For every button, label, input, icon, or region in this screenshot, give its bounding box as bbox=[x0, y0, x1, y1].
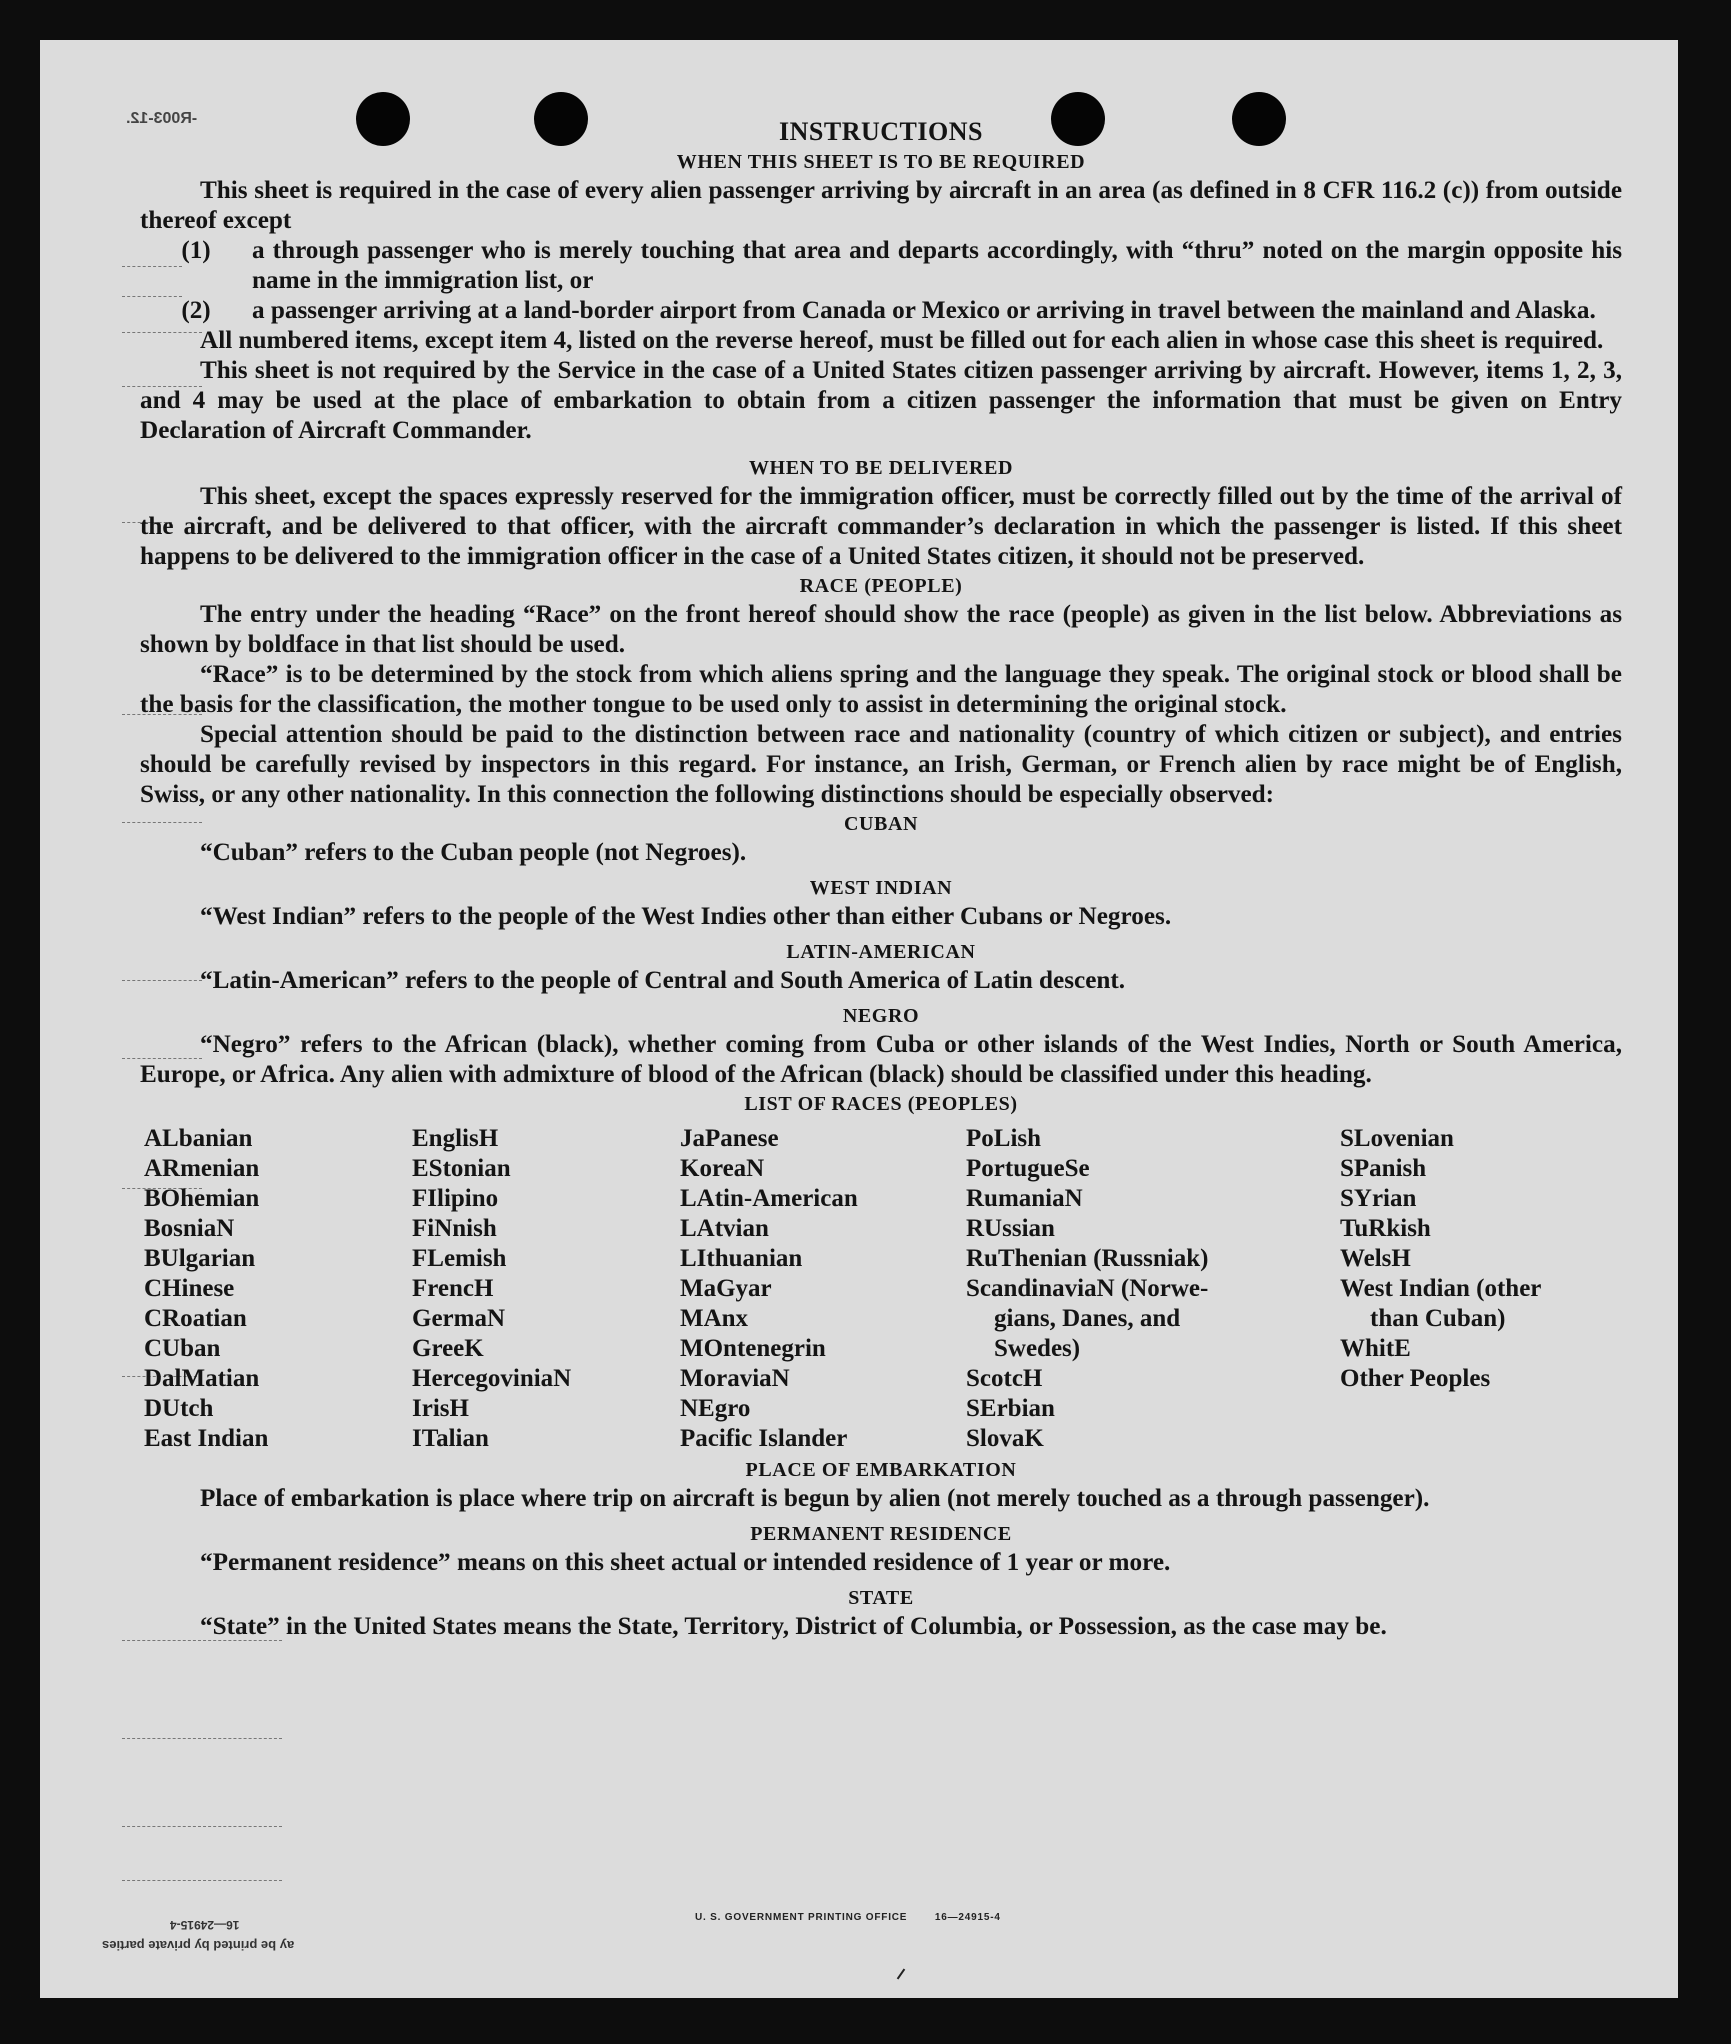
race-entry: DUtch bbox=[144, 1395, 214, 1422]
race-entry: RuThenian (Russniak) bbox=[966, 1245, 1209, 1272]
section-heading-embarkation: PLACE OF EMBARKATION bbox=[745, 1459, 1017, 1481]
race-entry: CRoatian bbox=[144, 1305, 247, 1332]
race-entry-continued: than Cuban) bbox=[1370, 1305, 1506, 1332]
negro-paragraph: “Negro” refers to the African (black), whether coming from Cuba or other islands of the West Indies, North or South America, Europe, or Africa. Any alien with admixture of blood of the African (black) should be classified under this heading. bbox=[140, 1031, 1622, 1088]
race-entry: SPanish bbox=[1340, 1155, 1427, 1182]
exception-item bbox=[140, 236, 1622, 296]
bleed-line bbox=[122, 1880, 282, 1881]
races-column bbox=[680, 1124, 966, 1454]
races-column bbox=[412, 1124, 680, 1454]
race-entry: FiNnish bbox=[412, 1215, 497, 1242]
race-entry: DalMatian bbox=[144, 1365, 260, 1392]
races-column bbox=[966, 1124, 1340, 1454]
exception-text: a passenger arriving at a land-border airport from Canada or Mexico or arriving in travel between the mainland and Alaska. bbox=[252, 297, 1596, 324]
race-entry: MoraviaN bbox=[680, 1365, 790, 1392]
race-entry: FrencH bbox=[412, 1275, 494, 1302]
race-entry: MAnx bbox=[680, 1305, 749, 1332]
race-entry: LAtvian bbox=[680, 1215, 769, 1242]
bleed-line bbox=[122, 1738, 282, 1739]
race-entry: EnglisH bbox=[412, 1125, 499, 1152]
required-paragraph-3: This sheet is not required by the Service in the case of a United States citizen passenger arriving by aircraft. However, items 1, 2, 3, and 4 may be used at the place of embarkation to obtain from a citizen passenger the information that must be given on Entry Declaration of Aircraft Commander. bbox=[140, 357, 1622, 444]
section-heading-delivered: WHEN TO BE DELIVERED bbox=[748, 457, 1014, 479]
race-entry: SlovaK bbox=[966, 1425, 1044, 1452]
race-entry: EStonian bbox=[412, 1155, 511, 1182]
race-entry: LIthuanian bbox=[680, 1245, 803, 1272]
race-entry: CHinese bbox=[144, 1275, 235, 1302]
race-entry-continued: Swedes) bbox=[994, 1335, 1081, 1362]
race-entry: RumaniaN bbox=[966, 1185, 1083, 1212]
race-entry: IrisH bbox=[412, 1395, 469, 1422]
race-entry: RUssian bbox=[966, 1215, 1055, 1242]
embarkation-paragraph: Place of embarkation is place where trip on aircraft is begun by alien (not merely touched as a through passenger). bbox=[200, 1485, 1430, 1512]
cuban-paragraph: “Cuban” refers to the Cuban people (not Negroes). bbox=[200, 839, 747, 866]
race-entry: HercegoviniaN bbox=[412, 1365, 572, 1392]
required-paragraph-2: All numbered items, except item 4, listed on the reverse hereof, must be filled out for each alien in whose case this sheet is required. bbox=[200, 327, 1604, 354]
race-entry: SLovenian bbox=[1340, 1125, 1454, 1152]
section-heading-list-of-races: LIST OF RACES (PEOPLES) bbox=[744, 1093, 1018, 1115]
race-entry: SYrian bbox=[1340, 1185, 1417, 1212]
required-intro: This sheet is required in the case of every alien passenger arriving by aircraft in an area (as defined in 8 CFR 116.2 (c)) from outside thereof except bbox=[140, 177, 1622, 234]
state-paragraph: “State” in the United States means the State, Territory, District of Columbia, or Possession, as the case may be. bbox=[200, 1613, 1387, 1640]
race-entry: PortugueSe bbox=[966, 1155, 1090, 1182]
section-heading-required: WHEN THIS SHEET IS TO BE REQUIRED bbox=[676, 151, 1086, 173]
race-paragraph-1: The entry under the heading “Race” on the front hereof should show the race (people) as given in the list below. Abbreviations as shown by boldface in that list should be used. bbox=[140, 601, 1622, 658]
bleed-through-code: 16—24915-4 bbox=[170, 1918, 240, 1932]
race-entry: West Indian (other bbox=[1340, 1275, 1542, 1302]
race-entry: East Indian bbox=[144, 1425, 269, 1452]
section-heading-cuban: CUBAN bbox=[843, 813, 919, 835]
race-entry: ScandinaviaN (Norwe- bbox=[966, 1275, 1209, 1302]
document-sheet bbox=[40, 40, 1678, 1998]
race-entry: KoreaN bbox=[680, 1155, 765, 1182]
race-entry: ITalian bbox=[412, 1425, 489, 1452]
race-entry: MaGyar bbox=[680, 1275, 772, 1302]
race-entry: PoLish bbox=[966, 1125, 1042, 1152]
race-entry: BosniaN bbox=[144, 1215, 235, 1242]
race-entry: GermaN bbox=[412, 1305, 506, 1332]
printer-name: U. S. GOVERNMENT PRINTING OFFICE bbox=[695, 1912, 908, 1923]
race-paragraph-2: “Race” is to be determined by the stock from which aliens spring and the language they speak. The original stock or blood shall be the basis for the classification, the mother tongue to be used only to assist in determining the original stock. bbox=[140, 661, 1622, 718]
race-entry: FLemish bbox=[412, 1245, 507, 1272]
race-entry: ARmenian bbox=[144, 1155, 260, 1182]
races-list bbox=[140, 1124, 1622, 1454]
delivered-paragraph: This sheet, except the spaces expressly reserved for the immigration officer, must be correctly filled out by the time of the arrival of the aircraft, and be delivered to that officer, with the aircraft commander’s declaration in which the passenger is listed. If this sheet happens to be delivered to the immigration officer in the case of a United States citizen, it should not be preserved. bbox=[140, 483, 1622, 570]
race-entry: NEgro bbox=[680, 1395, 751, 1422]
race-entry: BUlgarian bbox=[144, 1245, 256, 1272]
race-entry: WelsH bbox=[1340, 1245, 1411, 1272]
race-entry: BOhemian bbox=[144, 1185, 260, 1212]
race-entry: ScotcH bbox=[966, 1365, 1043, 1392]
race-entry-continued: gians, Danes, and bbox=[994, 1305, 1181, 1332]
printer-imprint bbox=[695, 1912, 1115, 1923]
west-indian-paragraph: “West Indian” refers to the people of the West Indies other than either Cubans or Negroes. bbox=[200, 903, 1172, 930]
exception-number: (1) bbox=[181, 237, 211, 264]
section-heading-negro: NEGRO bbox=[842, 1005, 920, 1027]
exception-number: (2) bbox=[181, 297, 211, 324]
instructions-body bbox=[140, 116, 1622, 1642]
residence-paragraph: “Permanent residence” means on this sheet actual or intended residence of 1 year or more. bbox=[200, 1549, 1171, 1576]
exception-text: a through passenger who is merely touching that area and departs accordingly, with “thru” noted on the margin opposite his name in the immigration list, or bbox=[252, 237, 1622, 294]
race-entry: ALbanian bbox=[144, 1125, 253, 1152]
races-column bbox=[1340, 1124, 1600, 1454]
race-entry: GreeK bbox=[412, 1335, 484, 1362]
race-entry: LAtin-American bbox=[680, 1185, 858, 1212]
section-heading-west-indian: WEST INDIAN bbox=[809, 877, 953, 899]
bleed-through-form-number: -R003-12. bbox=[126, 110, 198, 127]
page-title: INSTRUCTIONS bbox=[779, 117, 983, 146]
race-entry: SErbian bbox=[966, 1395, 1055, 1422]
race-entry: MOntenegrin bbox=[680, 1335, 826, 1362]
section-heading-race: RACE (PEOPLE) bbox=[799, 575, 963, 597]
section-heading-latin-american: LATIN-AMERICAN bbox=[786, 941, 976, 963]
race-entry: Other Peoples bbox=[1340, 1365, 1491, 1392]
section-heading-residence: PERMANENT RESIDENCE bbox=[750, 1523, 1012, 1545]
bleed-line bbox=[122, 1826, 282, 1827]
race-entry: FIlipino bbox=[412, 1185, 499, 1212]
pen-mark bbox=[897, 1969, 906, 1980]
section-heading-state: STATE bbox=[848, 1587, 914, 1609]
latin-american-paragraph: “Latin-American” refers to the people of Central and South America of Latin descent. bbox=[200, 967, 1126, 994]
race-entry: TuRkish bbox=[1340, 1215, 1431, 1242]
bleed-through-note: ay be printed by private parties bbox=[102, 1938, 295, 1953]
race-entry: CUban bbox=[144, 1335, 221, 1362]
race-entry: Pacific Islander bbox=[680, 1425, 848, 1452]
form-code: 16—24915-4 bbox=[934, 1912, 1001, 1923]
races-column bbox=[140, 1124, 412, 1454]
race-paragraph-3: Special attention should be paid to the distinction between race and nationality (country of which citizen or subject), and entries should be carefully revised by inspectors in this regard. For instance, an Irish, German, or French alien by race might be of English, Swiss, or any other nationality. In this connection the following distinctions should be especially observed: bbox=[140, 721, 1622, 808]
race-entry: JaPanese bbox=[680, 1125, 779, 1152]
exception-item bbox=[140, 296, 1622, 326]
race-entry: WhitE bbox=[1340, 1335, 1411, 1362]
